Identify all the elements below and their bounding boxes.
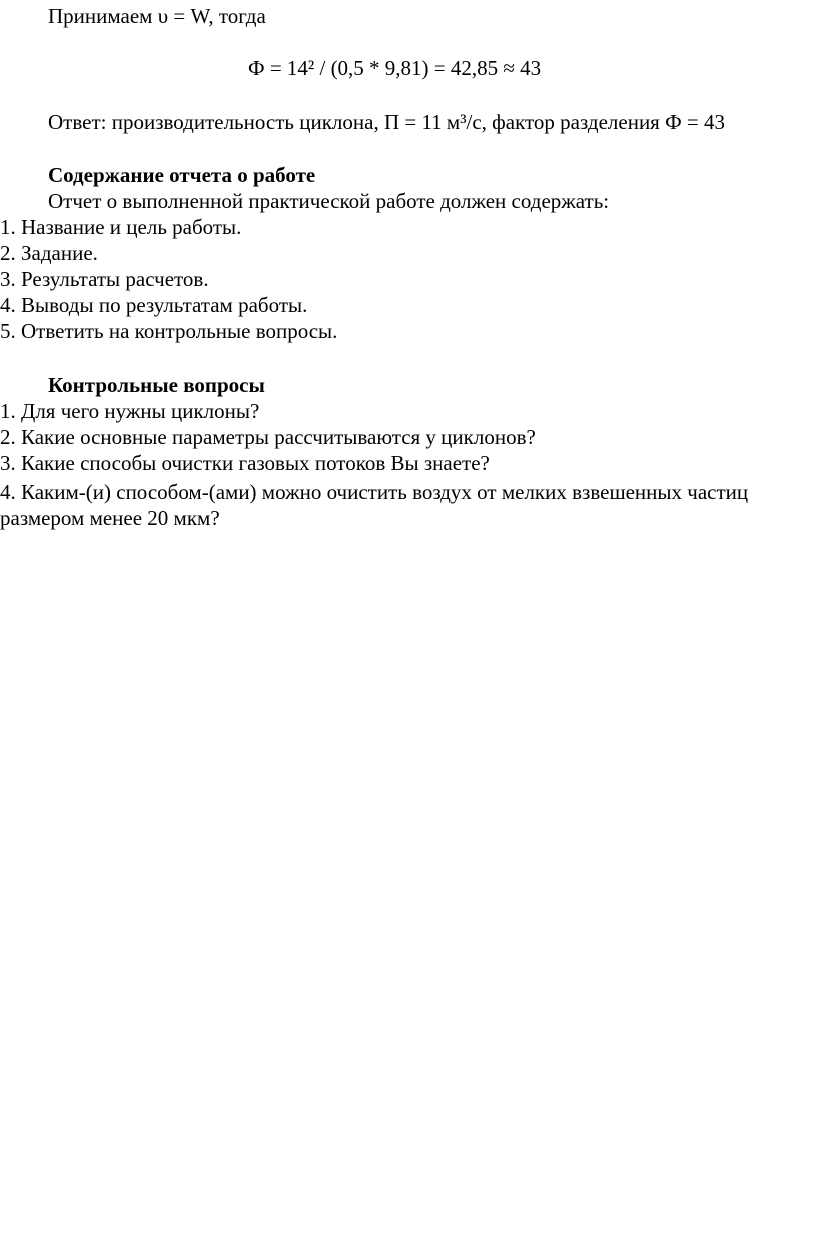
report-intro: Отчет о выполненной практической работе должен содержать: [48, 189, 610, 213]
answer-line: Ответ: производительность циклона, П = 11 м³/с, фактор разделения Ф = 43 [48, 110, 726, 134]
intro-line: Принимаем υ = W, тогда [48, 4, 266, 28]
question-item: 3. Какие способы очистки газовых потоков Вы знаете? [0, 451, 490, 475]
report-heading: Содержание отчета о работе [48, 163, 316, 187]
question-item-continuation: размером менее 20 мкм? [0, 506, 220, 530]
report-item: 1. Название и цель работы. [0, 215, 242, 239]
report-item: 2. Задание. [0, 241, 98, 265]
question-item: 1. Для чего нужны циклоны? [0, 399, 260, 423]
report-item: 3. Результаты расчетов. [0, 267, 209, 291]
report-item: 5. Ответить на контрольные вопросы. [0, 319, 338, 343]
questions-heading: Контрольные вопросы [48, 373, 265, 397]
report-item: 4. Выводы по результатам работы. [0, 293, 308, 317]
formula: Ф = 14² / (0,5 * 9,81) = 42,85 ≈ 43 [248, 56, 542, 80]
question-item: 2. Какие основные параметры рассчитываются у циклонов? [0, 425, 536, 449]
question-item: 4. Каким-(и) способом-(ами) можно очистить воздух от мелких взвешенных частиц [0, 480, 749, 504]
